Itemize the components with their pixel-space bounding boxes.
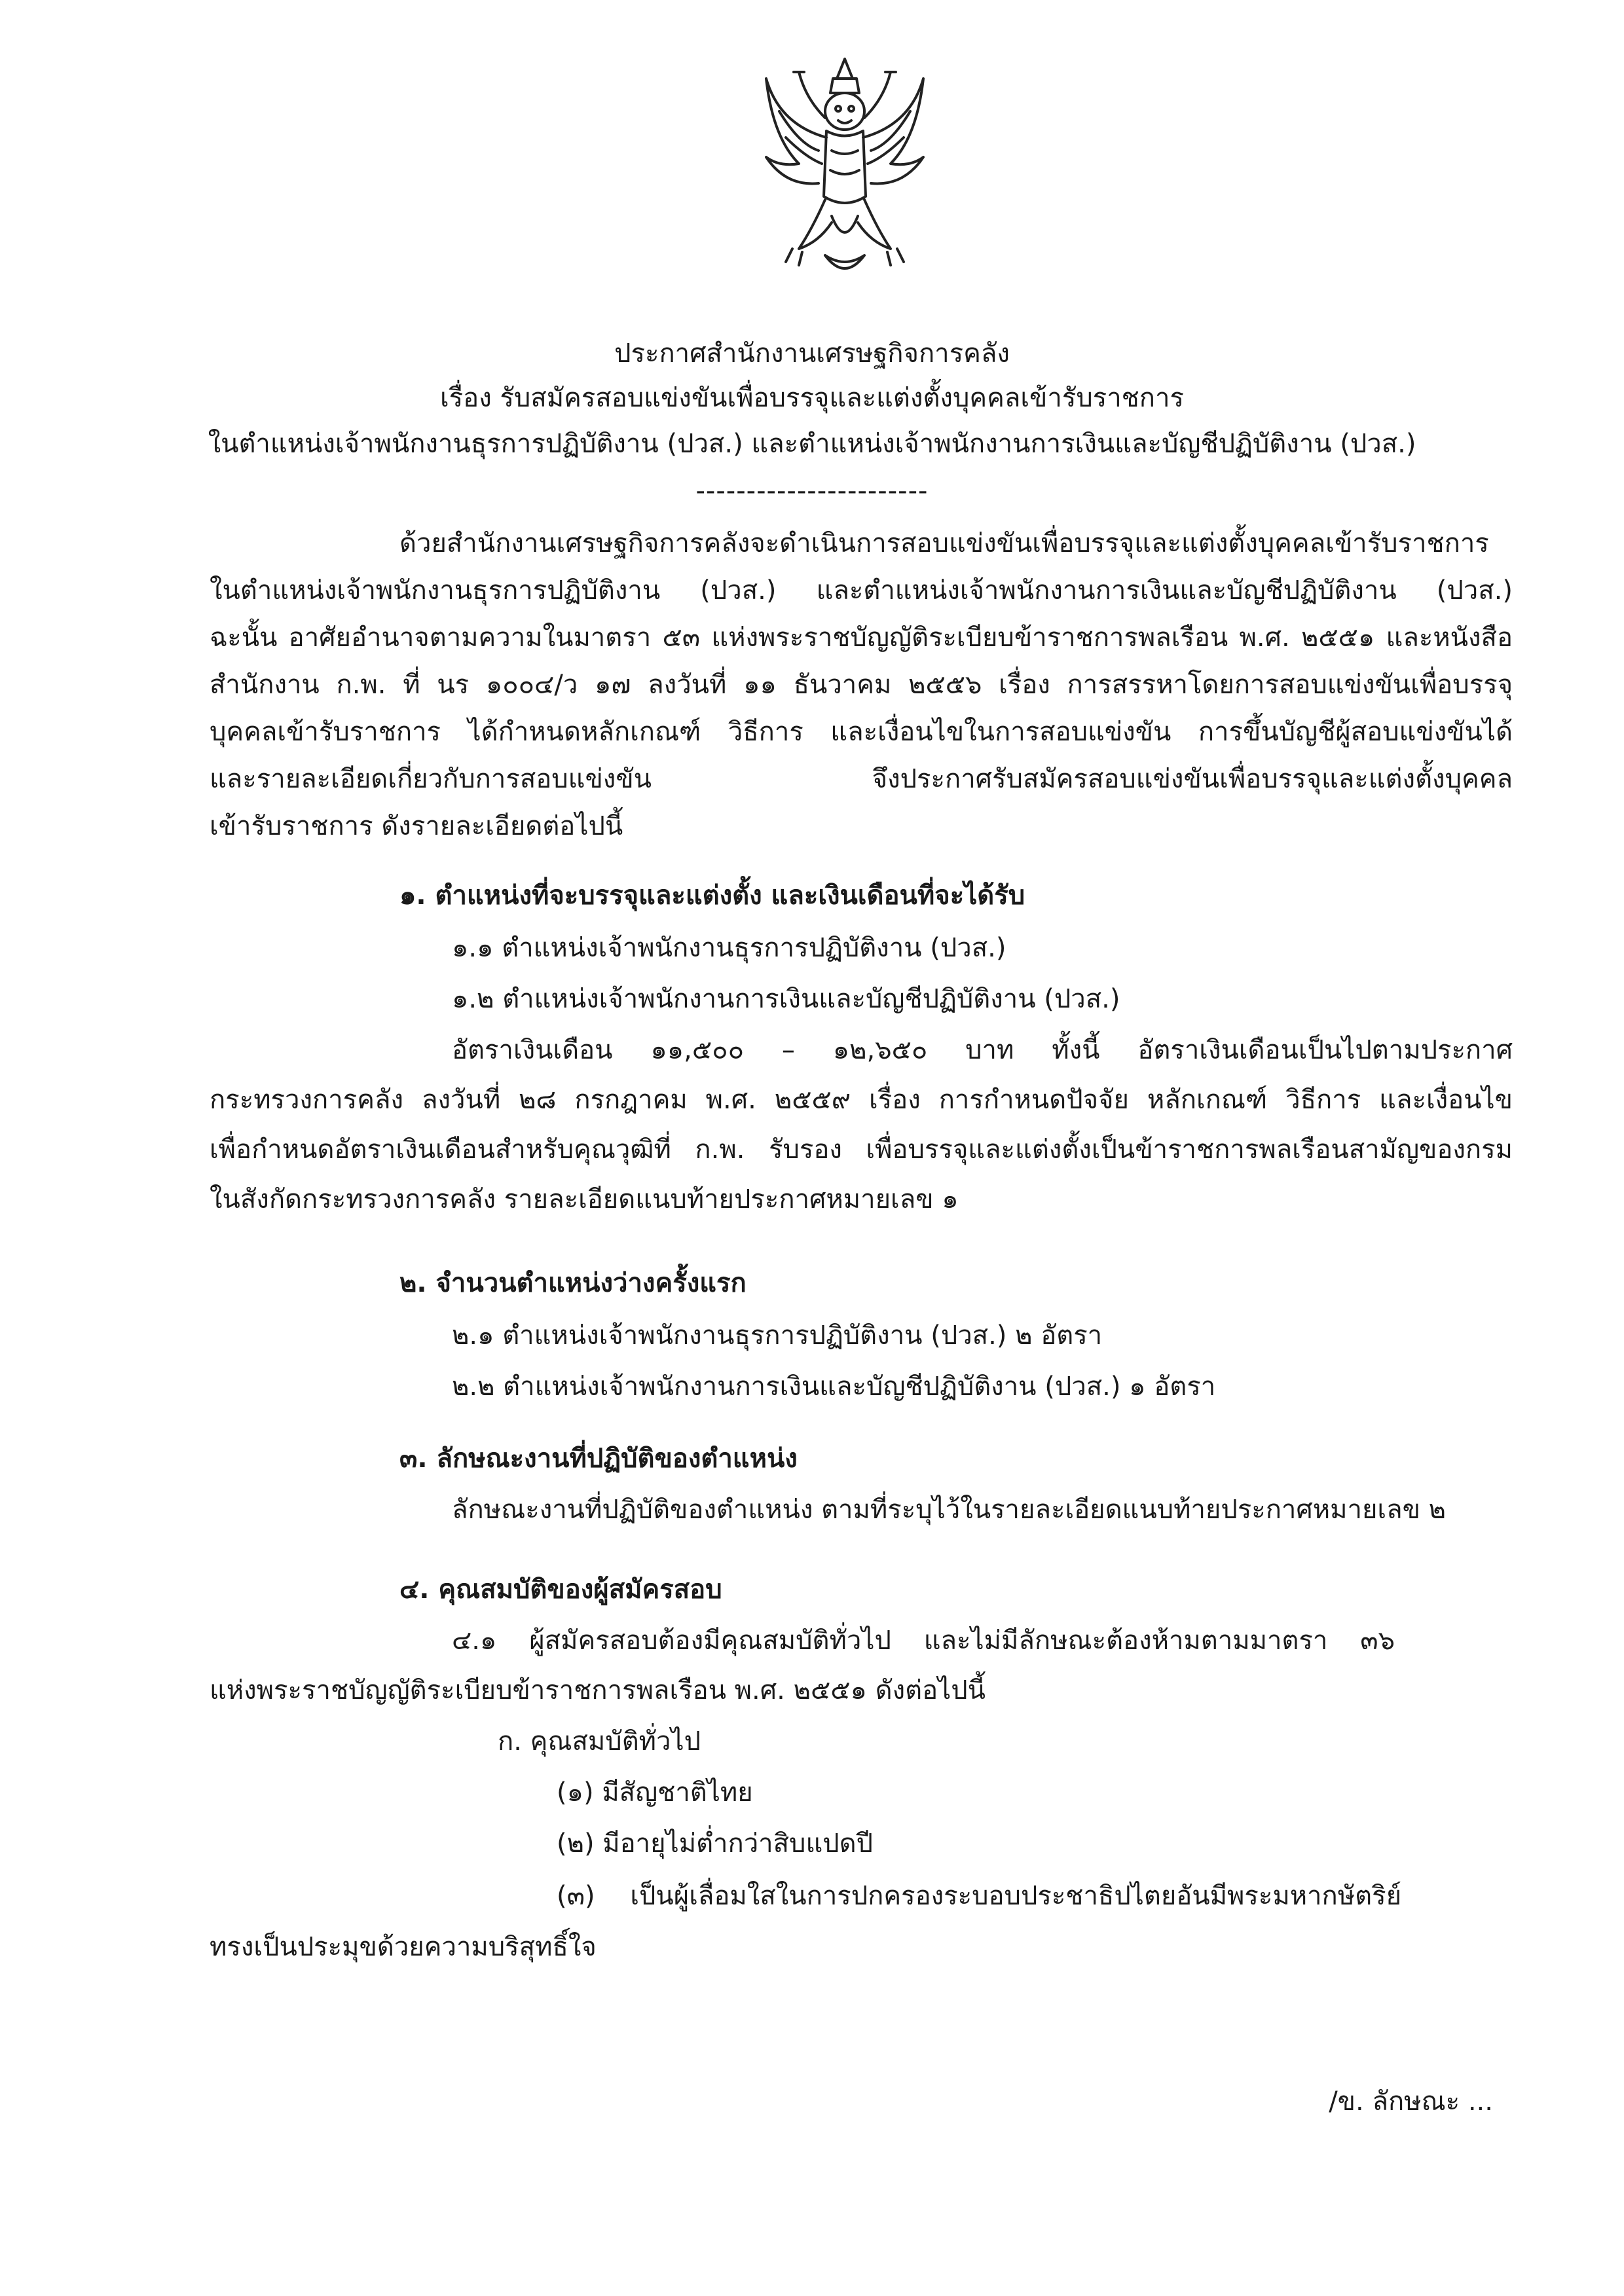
qualification-2: (๒) มีอายุไม่ต่ำกว่าสิบแปดปี [557, 1829, 873, 1859]
intro-line-7: เข้ารับราชการ ดังรายละเอียดต่อไปนี้ [210, 811, 623, 841]
section-2-item-2: ๒.๒ ตำแหน่งเจ้าพนักงานการเงินและบัญชีปฏิบัติงาน (ปวส.) ๑ อัตรา [452, 1372, 1216, 1402]
intro-line-6: และรายละเอียดเกี่ยวกับการสอบแข่งขัน จึงประกาศรับสมัครสอบแข่งขันเพื่อบรรจุและแต่งตั้งบุคคล [210, 764, 1513, 794]
section-2-heading: ๒. จำนวนตำแหน่งว่างครั้งแรก [399, 1268, 747, 1298]
garuda-emblem-icon [753, 52, 936, 288]
section-1-heading: ๑. ตำแหน่งที่จะบรรจุและแต่งตั้ง และเงินเดือนที่จะได้รับ [399, 881, 1025, 911]
section-4-item-1-line-2: แห่งพระราชบัญญัติระเบียบข้าราชการพลเรือน พ.ศ. ๒๕๕๑ ดังต่อไปนี้ [210, 1675, 986, 1705]
continuation-marker: /ข. ลักษณะ ... [1329, 2086, 1493, 2117]
salary-line-2: กระทรวงการคลัง ลงวันที่ ๒๘ กรกฎาคม พ.ศ. ๒๕๕๙ เรื่อง การกำหนดปัจจัย หลักเกณฑ์ วิธีการ และเงื่อนไข [210, 1085, 1513, 1115]
qualification-1: (๑) มีสัญชาติไทย [557, 1777, 753, 1808]
intro-line-1: ด้วยสำนักงานเศรษฐกิจการคลังจะดำเนินการสอบแข่งขันเพื่อบรรจุและแต่งตั้งบุคคลเข้ารับราชการ [399, 528, 1489, 558]
announcement-title: ประกาศสำนักงานเศรษฐกิจการคลัง [614, 338, 1010, 369]
intro-line-3: ฉะนั้น อาศัยอำนาจตามความในมาตรา ๕๓ แห่งพระราชบัญญัติระเบียบข้าราชการพลเรือน พ.ศ. ๒๕๕๑ และหนังสือ [210, 623, 1513, 653]
section-4-heading: ๔. คุณสมบัติของผู้สมัครสอบ [399, 1575, 722, 1605]
section-4-item-1-line-1: ๔.๑ ผู้สมัครสอบต้องมีคุณสมบัติทั่วไป และไม่มีลักษณะต้องห้ามตามมาตรา ๓๖ [452, 1626, 1395, 1656]
section-3-heading: ๓. ลักษณะงานที่ปฏิบัติของตำแหน่ง [399, 1444, 798, 1474]
intro-line-4: สำนักงาน ก.พ. ที่ นร ๑๐๐๔/ว ๑๗ ลงวันที่ ๑๑ ธันวาคม ๒๕๕๖ เรื่อง การสรรหาโดยการสอบแข่งขันเพื่อบรรจุ [210, 670, 1513, 700]
section-1-item-2: ๑.๒ ตำแหน่งเจ้าพนักงานการเงินและบัญชีปฏิบัติงาน (ปวส.) [452, 984, 1120, 1014]
salary-line-4: ในสังกัดกระทรวงการคลัง รายละเอียดแนบท้ายประกาศหมายเลข ๑ [210, 1184, 959, 1214]
header-divider: ----------------------- [695, 476, 929, 506]
intro-line-5: บุคคลเข้ารับราชการ ได้กำหนดหลักเกณฑ์ วิธีการ และเงื่อนไขในการสอบแข่งขัน การขึ้นบัญชีผู้สอบแข่งขันได้ [210, 717, 1513, 747]
announcement-positions: ในตำแหน่งเจ้าพนักงานธุรการปฏิบัติงาน (ปวส.) และตำแหน่งเจ้าพนักงานการเงินและบัญชีปฏิบัติงาน (ปวส.) [208, 429, 1416, 459]
section-2-item-1: ๒.๑ ตำแหน่งเจ้าพนักงานธุรการปฏิบัติงาน (ปวส.) ๒ อัตรา [452, 1321, 1103, 1351]
salary-line-1: อัตราเงินเดือน ๑๑,๕๐๐ – ๑๒,๖๕๐ บาท ทั้งนี้ อัตราเงินเดือนเป็นไปตามประกาศ [452, 1035, 1513, 1065]
intro-line-2: ในตำแหน่งเจ้าพนักงานธุรการปฏิบัติงาน (ปวส.) และตำแหน่งเจ้าพนักงานการเงินและบัญชีปฏิบัติงาน (ปวส.) [210, 575, 1513, 606]
qualification-3-line-2: ทรงเป็นประมุขด้วยความบริสุทธิ์ใจ [210, 1932, 597, 1962]
section-3-text: ลักษณะงานที่ปฏิบัติของตำแหน่ง ตามที่ระบุไว้ในรายละเอียดแนบท้ายประกาศหมายเลข ๒ [452, 1495, 1447, 1525]
announcement-subject: เรื่อง รับสมัครสอบแข่งขันเพื่อบรรจุและแต่งตั้งบุคคลเข้ารับราชการ [440, 383, 1184, 413]
qualification-general-heading: ก. คุณสมบัติทั่วไป [498, 1726, 701, 1757]
salary-line-3: เพื่อกำหนดอัตราเงินเดือนสำหรับคุณวุฒิที่ ก.พ. รับรอง เพื่อบรรจุและแต่งตั้งเป็นข้าราชการพลเรือนสามัญของกรม [210, 1135, 1513, 1165]
section-1-item-1: ๑.๑ ตำแหน่งเจ้าพนักงานธุรการปฏิบัติงาน (ปวส.) [452, 933, 1006, 963]
qualification-3-line-1: (๓) เป็นผู้เลื่อมใสในการปกครองระบอบประชาธิปไตยอันมีพระมหากษัตริย์ [557, 1881, 1401, 1911]
